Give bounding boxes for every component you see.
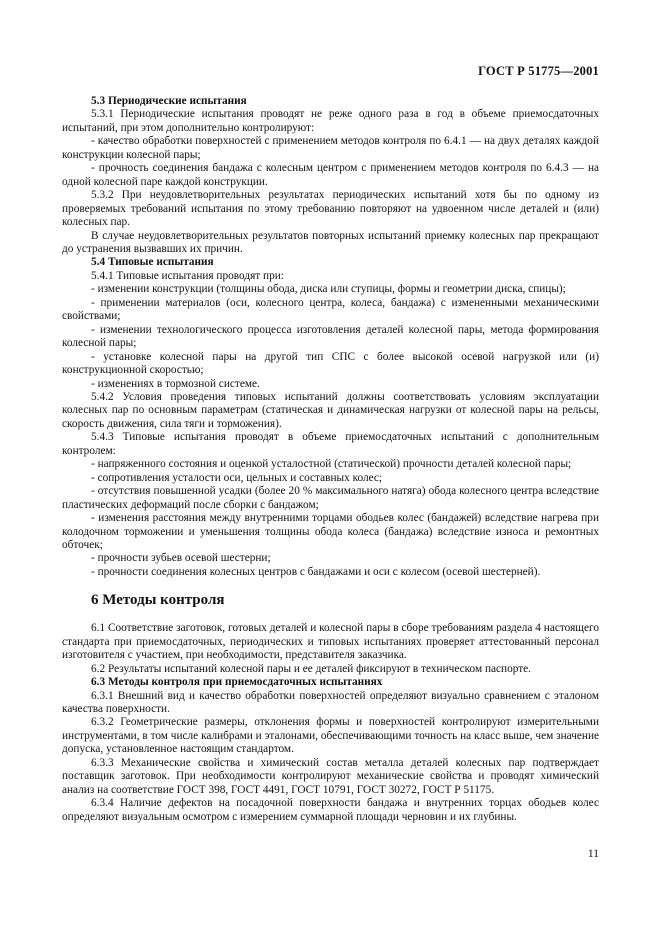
paragraph: 5.3.1 Периодические испытания проводят не реже одного раза в год в объеме приемосдаточных испытаний, при этом дополнительно контролируют: bbox=[62, 108, 599, 134]
section-heading: 6 Методы контроля bbox=[91, 592, 225, 609]
paragraph: 5.4.2 Условия проведения типовых испытаний должны соответствовать условиям эксплуатации колесных пар по основным параметрам (статическая и динамическая нагрузки от колесной пары на рельсы, скорость движения, сила тяги и торможения). bbox=[62, 390, 599, 430]
paragraph: - установке колесной пары на другой тип СПС с более высокой осевой нагрузкой или (и) конструкционной скоростью; bbox=[62, 350, 599, 377]
paragraph: - изменении технологического процесса изготовления деталей колесной пары, метода формирования колесной пары; bbox=[62, 323, 599, 350]
paragraph: 6.1 Соответствие заготовок, готовых деталей и колесной пары в сборе требованиям раздела 4 настоящего стандарта при приемосдаточных, периодических и типовых испытаниях проверяет аттестованный персонал изготовителя с участием, при необходимости, представителя заказчика. bbox=[62, 622, 599, 662]
paragraph: - прочности соединения колесных центров с бандажами и оси с колесом (осевой шестерней). bbox=[91, 565, 541, 578]
subsection-heading: 5.4 Типовые испытания bbox=[91, 256, 214, 269]
document-header: ГОСТ Р 51775—2001 bbox=[478, 64, 599, 78]
paragraph: - сопротивления усталости оси, цельных и составных колес; bbox=[91, 471, 383, 484]
paragraph: 6.3.1 Внешний вид и качество обработки поверхностей определяют визуально сравнением с эталоном качества поверхности. bbox=[62, 689, 599, 716]
paragraph: - прочность соединения бандажа с колесным центром с применением методов контроля по 6.4.3 — на одной колесной паре каждой конструкции. bbox=[62, 162, 599, 188]
paragraph: 6.3.2 Геометрические размеры, отклонения формы и поверхностей контролируют измерительными инструментами, в том числе калибрами и эталонами, обеспечивающими точность на класс выше, чем значение допуска, установленное настоящим стандартом. bbox=[62, 716, 599, 756]
document-body bbox=[62, 95, 599, 824]
paragraph: - изменении конструкции (толщины обода, диска или ступицы, формы и геометрии диска, спицы); bbox=[91, 283, 566, 296]
paragraph: - применении материалов (оси, колесного центра, колеса, бандажа) с измененными механическими свойствами; bbox=[62, 296, 599, 323]
paragraph: - качество обработки поверхностей с применением методов контроля по 6.4.1 — на двух деталях каждой конструкции колесной пары; bbox=[62, 135, 599, 161]
paragraph: 5.3.2 При неудовлетворительных результатах периодических испытаний хотя бы по одному из проверяемых требований испытания по этому требованию повторяют на удвоенном числе деталей и (или) колесных пар. bbox=[62, 189, 599, 229]
paragraph: 6.3.4 Наличие дефектов на посадочной поверхности бандажа и внутренних торцах ободьев колес определяют визуальным осмотром с измерением суммарной площади черновин и их глубины. bbox=[62, 797, 599, 823]
paragraph: - отсутствия повышенной усадки (более 20 % максимального натяга) обода колесного центра вследствие пластических деформаций после сборки с бандажом; bbox=[62, 485, 599, 511]
paragraph: 6.2 Результаты испытаний колесной пары и ее деталей фиксируют в техническом паспорте. bbox=[91, 662, 531, 675]
paragraph: В случае неудовлетворительных результатов повторных испытаний приемку колесных пар прекращают до устранения вызвавших их причин. bbox=[62, 229, 599, 255]
paragraph: - изменения расстояния между внутренними торцами ободьев колес (бандажей) вследствие нагрева при колодочном торможении и уменьшения толщины обода колеса (бандажа) вследствие износа и ремонтных обточек; bbox=[62, 512, 599, 551]
paragraph: - изменениях в тормозной системе. bbox=[91, 377, 260, 390]
page-number: 11 bbox=[587, 848, 599, 860]
paragraph: 6.3.3 Механические свойства и химический состав металла деталей колесных пар подтверждает поставщик заготовок. При необходимости контролируют механические свойства и проводят химический анализ на соответствие ГОСТ 398, ГОСТ 4491, ГОСТ 10791, ГОСТ 30272, ГОСТ Р 51175. bbox=[62, 756, 599, 796]
paragraph: - прочности зубьев осевой шестерни; bbox=[91, 552, 271, 565]
paragraph: 5.4.3 Типовые испытания проводят в объеме приемосдаточных испытаний с дополнительным контролем: bbox=[62, 431, 599, 457]
subsection-heading: 5.3 Периодические испытания bbox=[91, 95, 247, 107]
paragraph: 5.4.1 Типовые испытания проводят при: bbox=[91, 269, 284, 282]
subsection-heading: 6.3 Методы контроля при приемосдаточных испытаниях bbox=[91, 676, 383, 689]
paragraph: - напряженного состояния и оценкой усталостной (статической) прочности деталей колесной пары; bbox=[91, 458, 572, 471]
